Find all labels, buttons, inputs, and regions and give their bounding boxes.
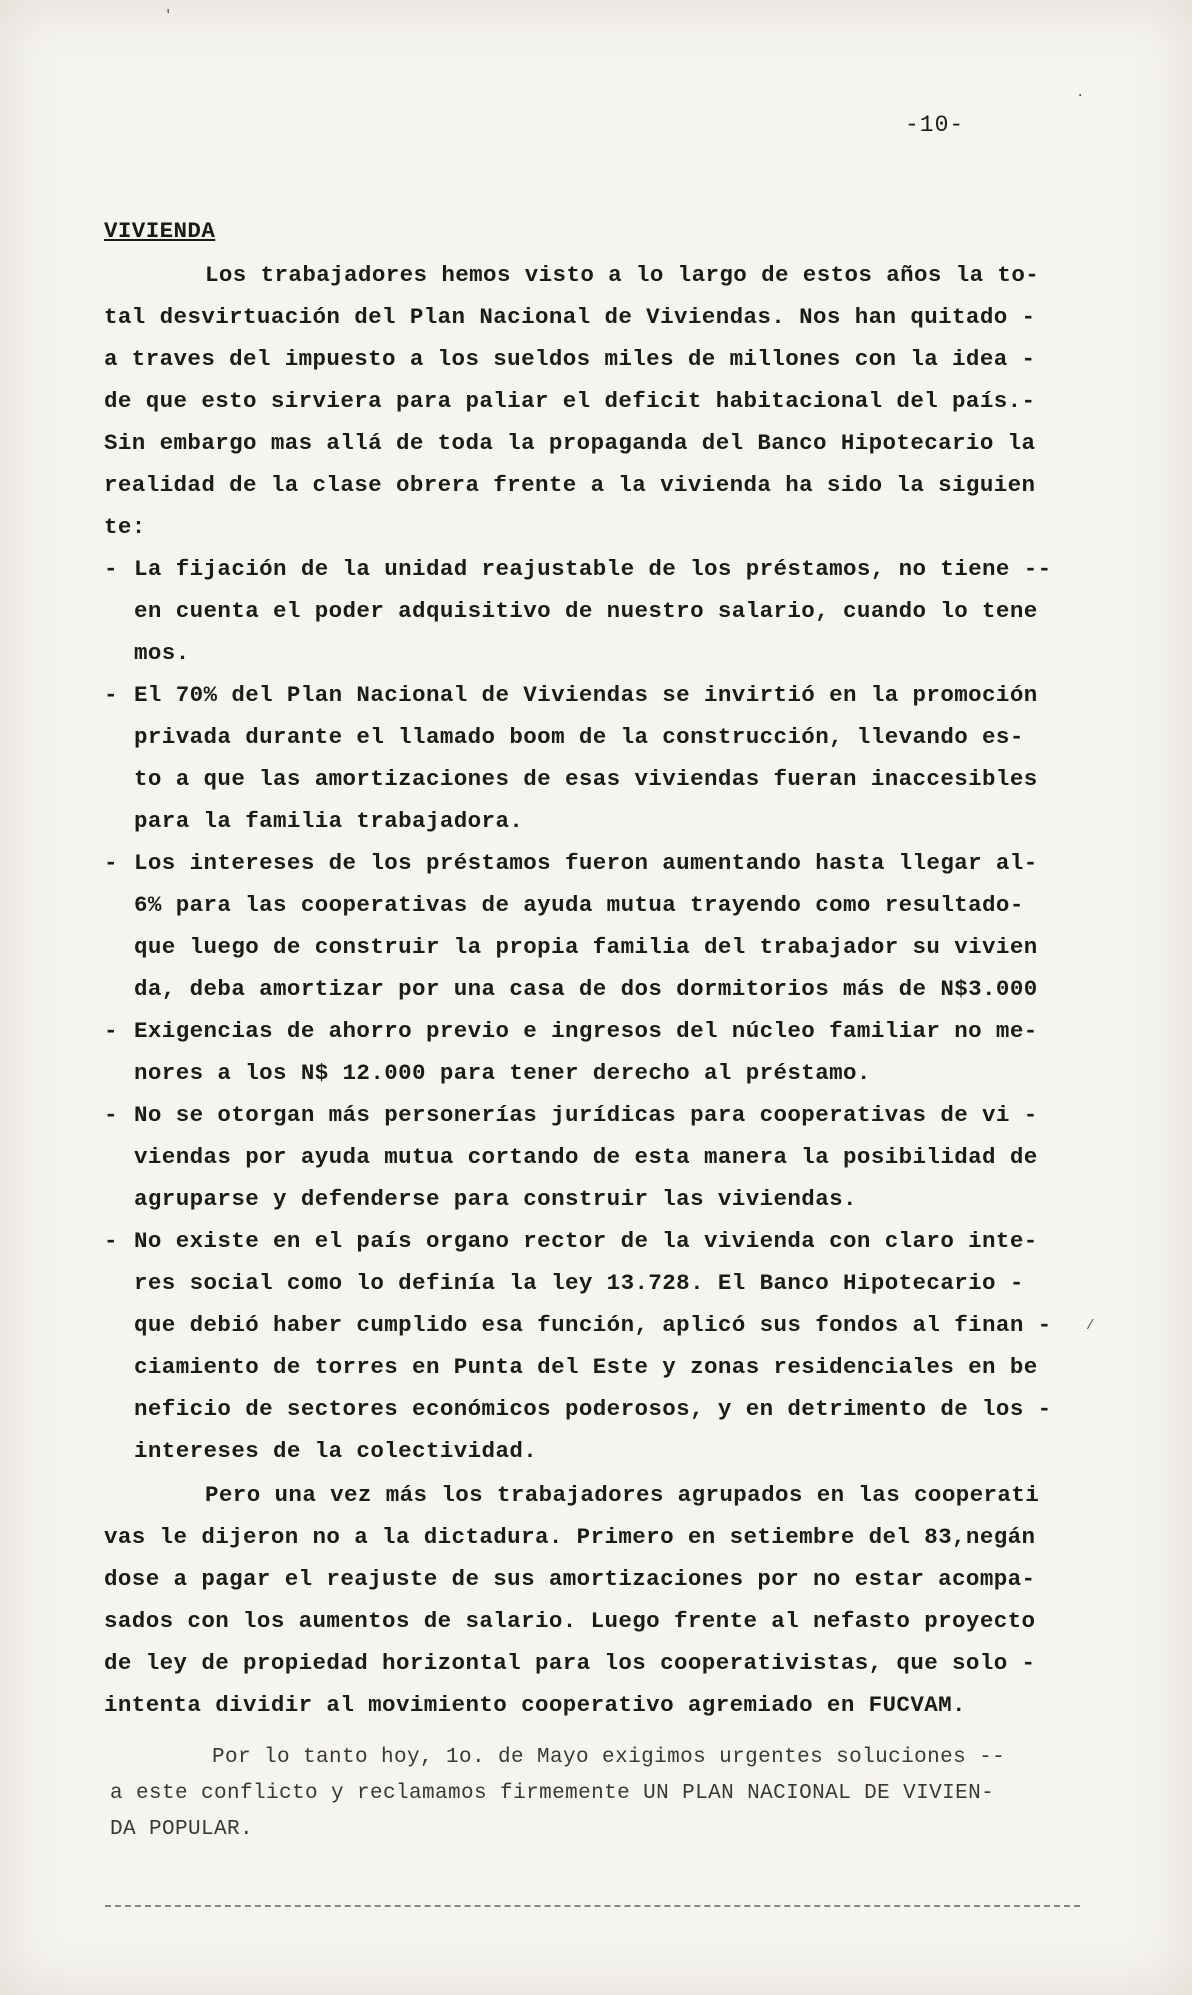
bullet-dash: - <box>104 556 118 582</box>
paper-speck: · <box>1076 88 1085 104</box>
text-line: to a que las amortizaciones de esas viviendas fueran inaccesibles <box>134 766 1038 792</box>
paper-speck: / <box>1086 1318 1095 1334</box>
text-line: mos. <box>134 640 190 666</box>
page-number: -10- <box>905 112 965 138</box>
text-line: intereses de la colectividad. <box>134 1438 538 1464</box>
text-line: neficio de sectores económicos poderosos, y en detrimento de los - <box>134 1396 1052 1422</box>
text-line: que luego de construir la propia familia del trabajador su vivien <box>134 934 1038 960</box>
text-line: en cuenta el poder adquisitivo de nuestro salario, cuando lo tene <box>134 598 1038 624</box>
text-line: a este conflicto y reclamamos firmemente UN PLAN NACIONAL DE VIVIEN- <box>110 1782 995 1805</box>
bottom-dashed-rule <box>105 1905 1080 1907</box>
text-line: El 70% del Plan Nacional de Viviendas se invirtió en la promoción <box>134 682 1038 708</box>
text-line: ciamiento de torres en Punta del Este y zonas residenciales en be <box>134 1354 1038 1380</box>
bullet-dash: - <box>104 1018 118 1044</box>
text-line: DA POPULAR. <box>110 1818 254 1841</box>
text-line: dose a pagar el reajuste de sus amortizaciones por no estar acompa- <box>104 1566 1036 1592</box>
text-line: intenta dividir al movimiento cooperativo agremiado en FUCVAM. <box>104 1692 966 1718</box>
text-line: tal desvirtuación del Plan Nacional de Viviendas. Nos han quitado - <box>104 304 1036 330</box>
text-line: realidad de la clase obrera frente a la vivienda ha sido la siguien <box>104 472 1036 498</box>
text-line: que debió haber cumplido esa función, aplicó sus fondos al finan - <box>134 1312 1052 1338</box>
text-line: a traves del impuesto a los sueldos miles de millones con la idea - <box>104 346 1036 372</box>
text-line: de que esto sirviera para paliar el deficit habitacional del país.- <box>104 388 1036 414</box>
text-line: Los trabajadores hemos visto a lo largo de estos años la to- <box>205 262 1040 288</box>
text-line: Por lo tanto hoy, 1o. de Mayo exigimos urgentes soluciones -- <box>212 1746 1006 1769</box>
text-line: No se otorgan más personerías jurídicas para cooperativas de vi - <box>134 1102 1038 1128</box>
text-line: Exigencias de ahorro previo e ingresos del núcleo familiar no me- <box>134 1018 1038 1044</box>
text-line: privada durante el llamado boom de la construcción, llevando es- <box>134 724 1024 750</box>
bullet-dash: - <box>104 850 118 876</box>
text-line: agruparse y defenderse para construir las viviendas. <box>134 1186 857 1212</box>
text-line: de ley de propiedad horizontal para los cooperativistas, que solo - <box>104 1650 1036 1676</box>
text-line: Sin embargo mas allá de toda la propaganda del Banco Hipotecario la <box>104 430 1036 456</box>
paper-speck: ' <box>164 8 173 24</box>
text-line: No existe en el país organo rector de la vivienda con claro inte- <box>134 1228 1038 1254</box>
text-line: La fijación de la unidad reajustable de los préstamos, no tiene -- <box>134 556 1052 582</box>
bullet-dash: - <box>104 682 118 708</box>
text-line: Pero una vez más los trabajadores agrupados en las cooperati <box>205 1482 1040 1508</box>
text-line: para la familia trabajadora. <box>134 808 524 834</box>
text-line: 6% para las cooperativas de ayuda mutua trayendo como resultado- <box>134 892 1024 918</box>
text-line: vas le dijeron no a la dictadura. Primero en setiembre del 83,negán <box>104 1524 1036 1550</box>
text-line: res social como lo definía la ley 13.728. El Banco Hipotecario - <box>134 1270 1024 1296</box>
bullet-dash: - <box>104 1228 118 1254</box>
section-title: VIVIENDA <box>104 218 216 244</box>
bullet-dash: - <box>104 1102 118 1128</box>
text-line: nores a los N$ 12.000 para tener derecho al préstamo. <box>134 1060 871 1086</box>
text-line: te: <box>104 514 146 540</box>
text-line: Los intereses de los préstamos fueron aumentando hasta llegar al- <box>134 850 1038 876</box>
text-line: sados con los aumentos de salario. Luego frente al nefasto proyecto <box>104 1608 1036 1634</box>
text-line: da, deba amortizar por una casa de dos dormitorios más de N$3.000 <box>134 976 1038 1002</box>
text-line: viendas por ayuda mutua cortando de esta manera la posibilidad de <box>134 1144 1038 1170</box>
